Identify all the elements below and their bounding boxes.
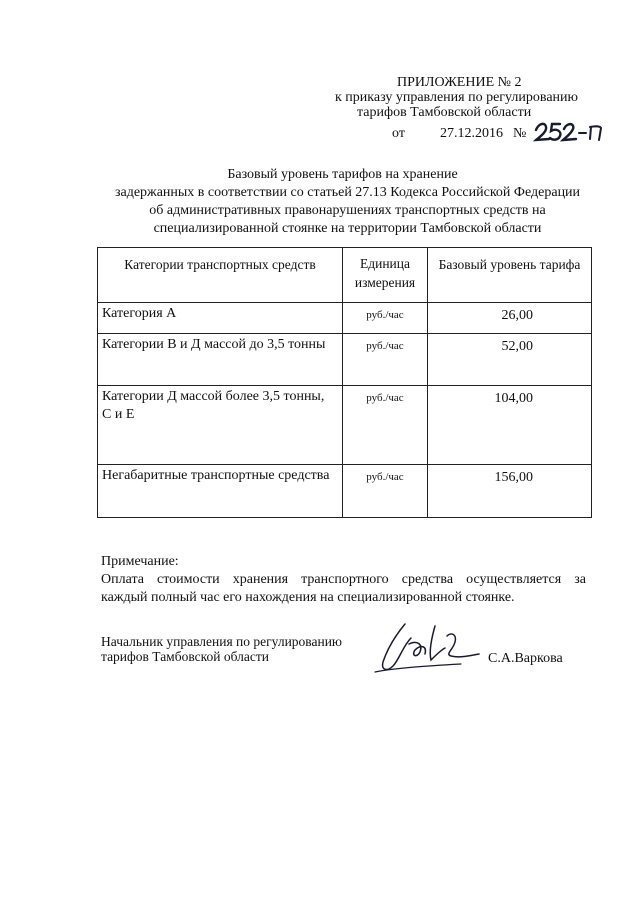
- note-line1: Оплата стоимости хранения транспортного средства осуществляется за: [101, 572, 586, 587]
- row-category: Негабаритные транспортные средства: [98, 465, 343, 518]
- row-unit: руб./час: [343, 303, 428, 334]
- header-category: Категории транспортных средств: [98, 248, 343, 303]
- appendix-subtitle-line2: тарифов Тамбовской области: [357, 105, 532, 120]
- note-line2: каждый полный час его нахождения на специализированной стоянке.: [101, 590, 515, 605]
- doc-title-line4: специализированной стоянке на территории Тамбовской области: [153, 221, 542, 236]
- header-rate: Базовый уровень тарифа: [428, 248, 592, 303]
- tariff-table: [97, 247, 592, 518]
- note-heading: Примечание:: [101, 554, 179, 569]
- signatory-name: С.А.Варкова: [488, 651, 563, 666]
- row-unit: руб./час: [343, 334, 428, 386]
- row-rate: 104,00: [428, 386, 592, 465]
- number-prefix: №: [513, 126, 527, 141]
- doc-title-line2: задержанных в соответствии со статьей 27.13 Кодекса Российской Федерации: [114, 185, 581, 200]
- header-unit-line2: измерения: [354, 275, 416, 290]
- table-row: [98, 303, 592, 334]
- row-category: Категория А: [98, 303, 343, 334]
- row-unit: руб./час: [343, 386, 428, 465]
- order-date: 27.12.2016: [440, 126, 503, 141]
- handwritten-order-number: [533, 118, 605, 146]
- appendix-subtitle-line1: к приказу управления по регулированию: [335, 90, 578, 105]
- table-row: [98, 334, 592, 386]
- table-row: [98, 386, 592, 465]
- doc-title-line3: об административных правонарушениях транспортных средств на: [149, 203, 546, 218]
- table-row: [98, 465, 592, 518]
- row-category-line2: С и Е: [102, 407, 135, 422]
- signatory-position-line1: Начальник управления по регулированию: [101, 634, 343, 649]
- row-unit: руб./час: [343, 465, 428, 518]
- header-unit-line1: Единица: [359, 256, 410, 271]
- row-rate: 52,00: [428, 334, 592, 386]
- row-category-line1: Категории Д массой более 3,5 тонны,: [102, 389, 325, 404]
- appendix-title: ПРИЛОЖЕНИЕ № 2: [397, 75, 522, 90]
- table-header-row: [98, 248, 592, 303]
- header-unit: [343, 248, 428, 303]
- date-prefix: от: [392, 126, 405, 141]
- row-rate: 156,00: [428, 465, 592, 518]
- row-category: [98, 386, 343, 465]
- handwritten-signature: [365, 616, 485, 678]
- signatory-position-line2: тарифов Тамбовской области: [101, 649, 269, 664]
- row-rate: 26,00: [428, 303, 592, 334]
- row-category: Категории В и Д массой до 3,5 тонны: [98, 334, 343, 386]
- doc-title-line1: Базовый уровень тарифов на хранение: [227, 167, 458, 182]
